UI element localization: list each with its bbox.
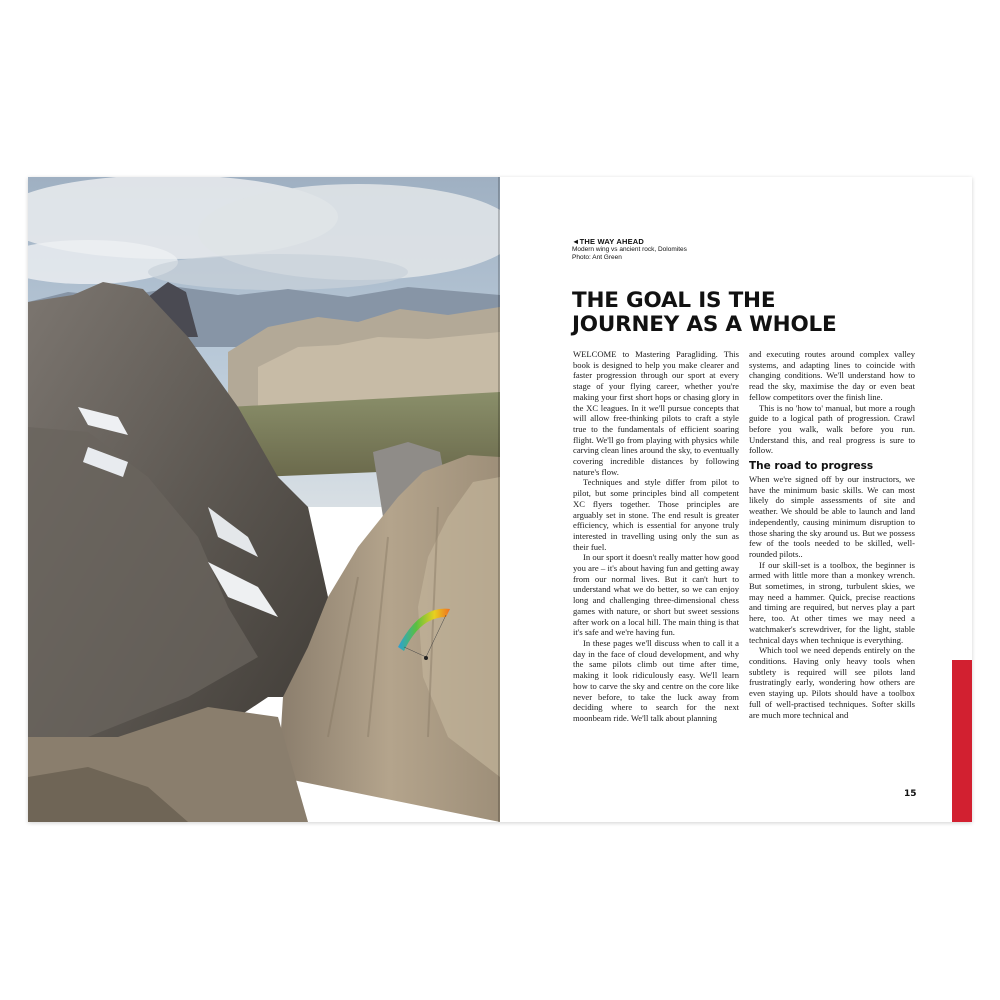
paragraph: Which tool we need depends entirely on the conditions. Having only heavy tools when subtlety is required will see pilots land frustratingly early, wondering how others are even staying up. Pilots should have a toolbox full of well-practised techniques. Softer skills are much more technical and — [749, 645, 915, 720]
headline-line-2: JOURNEY AS A WHOLE — [572, 312, 837, 337]
paragraph: This is no 'how to' manual, but more a rough guide to a logical path of progression. Crawl before you walk, walk before you run. Understand this, and real progress is sure to follow. — [749, 402, 915, 456]
paragraph: In these pages we'll discuss when to call it a day in the face of cloud development, and why the same pilots climb out time after time, making it look ridiculously easy. We'll learn how to carve the sky and centre on the core like never before, to take the luck away from deciding where to search for the next moonbeam ride. We'll talk about planning — [573, 637, 739, 723]
page-number: 15 — [904, 789, 917, 799]
chapter-tab-marker — [952, 660, 972, 822]
photo-page-left — [28, 177, 500, 822]
text-column-1 — [573, 349, 739, 724]
magazine-spread — [28, 177, 972, 822]
headline-line-1: THE GOAL IS THE — [572, 288, 776, 313]
text-page-right — [500, 177, 972, 822]
paragraph: When we're signed off by our instructors, we have the minimum basic skills. We can most likely do simple assessments of site and weather. We should be able to launch and land independently, causing minimum disruption to those sharing the sky around us. But we possess few of the tools needed to be skilled, well-rounded pilots.. — [749, 474, 915, 559]
caption-photo-credit: Photo: Ant Green — [572, 254, 622, 261]
photo-caption — [572, 237, 832, 262]
dolomites-paraglider-photo — [28, 177, 500, 822]
section-subheading: The road to progress — [749, 460, 874, 473]
paragraph: If our skill-set is a toolbox, the beginner is armed with little more than a monkey wrench. But sometimes, in strong, turbulent skies, we may need a hammer. Quick, precise reactions and timing are required, but nerves play a part here, too. At other times we may need a watchmaker's screwdriver, for the light, stable technical days when technique is everything. — [749, 559, 915, 645]
caption-heading: ◄THE WAY AHEAD — [572, 237, 645, 246]
paragraph: Techniques and style differ from pilot to pilot, but some principles bind all competent XC flyers together. Those principles are arguably set in stone. The end result is greater efficiency, which is essential for anyone truly interested in travelling using only the sun as their fuel. — [573, 477, 739, 552]
caption-description: Modern wing vs ancient rock, Dolomites — [572, 246, 687, 253]
paragraph: In our sport it doesn't really matter how good you are – it's about having fun and getting away from our normal lives. But it can't hurt to understand what we do better, so we can enjoy long and challenging three-dimensional chess games with nature, or short but sweet sessions after work on a local hill. The main thing is that it's safe and we're having fun. — [573, 552, 739, 638]
text-column-2 — [749, 349, 915, 720]
paragraph: WELCOME to Mastering Paragliding. This book is designed to help you make clearer and faster progression through our sport at every stage of your flying career, whether you're making your first short hops or chasing glory in the XC leagues. In it we'll pursue concepts that will allow free-thinking pilots to craft a style true to the fundamentals of efficient soaring flight. We'll go from playing with physics while carving clean lines around the sky, to eventually covering incredible distances by following nature's flow. — [573, 349, 739, 477]
article-headline — [572, 289, 912, 337]
paragraph: and executing routes around complex valley systems, and adapting lines to coincide with changing conditions. We'll understand how to read the sky, maximise the day or even beat fellow competitors over the finish line. — [749, 349, 915, 402]
